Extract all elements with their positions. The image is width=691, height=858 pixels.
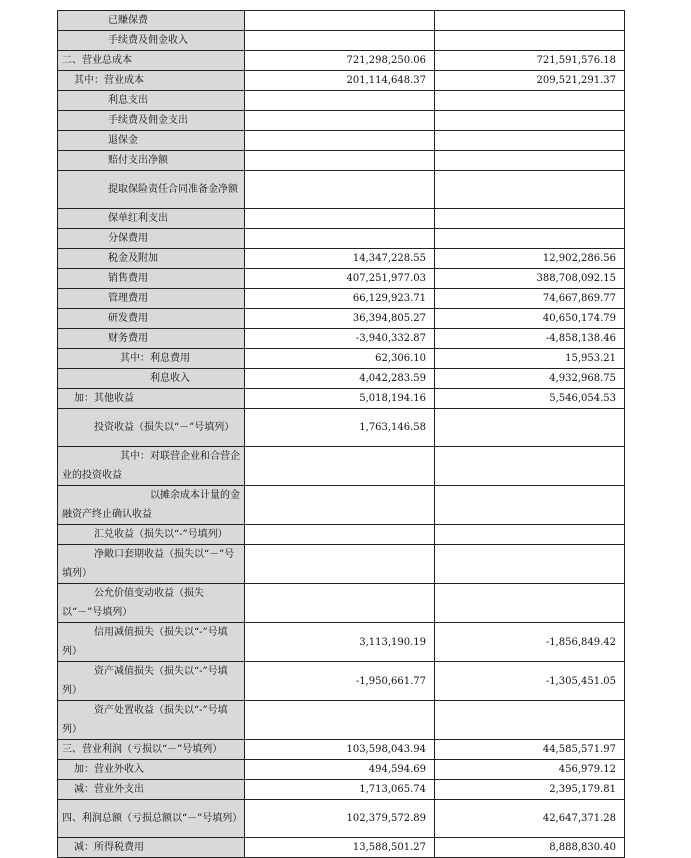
table-row	[58, 623, 625, 662]
prior-period-value: -4,858,138.46	[435, 329, 625, 349]
prior-period-value	[435, 525, 625, 545]
table-row	[58, 131, 625, 151]
current-period-value: -1,950,661.77	[245, 662, 435, 701]
row-label	[58, 309, 245, 329]
table-row	[58, 662, 625, 701]
current-period-value: 4,042,283.59	[245, 369, 435, 389]
current-period-value	[245, 545, 435, 584]
income-statement-table	[57, 10, 625, 858]
prior-period-value	[435, 409, 625, 447]
prior-period-value	[435, 701, 625, 740]
prior-period-value	[435, 447, 625, 486]
table-row	[58, 51, 625, 71]
prior-period-value	[435, 11, 625, 31]
row-label-text: 汇兑收益（损失以“-”号填列）	[94, 529, 228, 540]
table-row	[58, 486, 625, 525]
row-label-text: 财务费用	[108, 333, 148, 344]
row-label-text: 减：营业外支出	[74, 784, 144, 795]
prior-period-value	[435, 209, 625, 229]
table-row	[58, 389, 625, 409]
current-period-value: 5,018,194.16	[245, 389, 435, 409]
prior-period-value	[435, 486, 625, 525]
row-label-text: 加：营业外收入	[74, 764, 144, 775]
current-period-value	[245, 151, 435, 171]
prior-period-value	[435, 31, 625, 51]
current-period-value	[245, 209, 435, 229]
row-label-text: 公允价值变动收益（损失以“－”号填列）	[62, 588, 204, 618]
current-period-value: 3,113,190.19	[245, 623, 435, 662]
current-period-value	[245, 91, 435, 111]
row-label	[58, 289, 245, 309]
row-label-text: 管理费用	[108, 293, 148, 304]
row-label-text: 手续费及佣金支出	[108, 115, 188, 126]
row-label-text: 税金及附加	[108, 253, 158, 264]
prior-period-value	[435, 545, 625, 584]
row-label	[58, 329, 245, 349]
table-row	[58, 349, 625, 369]
row-label-text: 投资收益（损失以“－”号填列）	[94, 422, 235, 433]
table-row	[58, 289, 625, 309]
row-label	[58, 209, 245, 229]
row-label-text: 资产处置收益（损失以“-”号填列）	[62, 705, 228, 735]
current-period-value	[245, 111, 435, 131]
row-label	[58, 800, 245, 838]
row-label-text: 其中：对联营企业和合营企业的投资收益	[62, 451, 240, 481]
row-label	[58, 525, 245, 545]
table-row	[58, 369, 625, 389]
prior-period-value: -1,856,849.42	[435, 623, 625, 662]
table-row	[58, 740, 625, 760]
prior-period-value	[435, 584, 625, 623]
row-label-text: 手续费及佣金收入	[108, 35, 188, 46]
row-label	[58, 584, 245, 623]
current-period-value	[245, 131, 435, 151]
row-label-text: 以摊余成本计量的金融资产终止确认收益	[62, 490, 240, 520]
row-label	[58, 389, 245, 409]
prior-period-value: 15,953.21	[435, 349, 625, 369]
current-period-value: 62,306.10	[245, 349, 435, 369]
current-period-value: 36,394,805.27	[245, 309, 435, 329]
table-row	[58, 11, 625, 31]
current-period-value	[245, 701, 435, 740]
current-period-value: 1,713,065.74	[245, 780, 435, 800]
prior-period-value	[435, 151, 625, 171]
row-label-text: 已赚保费	[108, 15, 148, 26]
table-row	[58, 171, 625, 209]
row-label-text: 减：所得税费用	[74, 842, 144, 853]
prior-period-value: 2,395,179.81	[435, 780, 625, 800]
table-row	[58, 800, 625, 838]
row-label-text: 分保费用	[108, 233, 148, 244]
row-label	[58, 349, 245, 369]
current-period-value	[245, 171, 435, 209]
row-label-text: 其中：利息费用	[120, 353, 190, 364]
row-label	[58, 486, 245, 525]
current-period-value	[245, 229, 435, 249]
row-label-text: 研发费用	[108, 313, 148, 324]
row-label	[58, 171, 245, 209]
current-period-value: 66,129,923.71	[245, 289, 435, 309]
row-label-text: 退保金	[108, 135, 138, 146]
prior-period-value: -1,305,451.05	[435, 662, 625, 701]
row-label	[58, 545, 245, 584]
row-label	[58, 447, 245, 486]
row-label	[58, 269, 245, 289]
prior-period-value: 5,546,054.53	[435, 389, 625, 409]
table-row	[58, 71, 625, 91]
row-label-text: 赔付支出净额	[108, 155, 168, 166]
row-label	[58, 662, 245, 701]
row-label-text: 其中：营业成本	[74, 75, 144, 86]
prior-period-value	[435, 131, 625, 151]
current-period-value	[245, 584, 435, 623]
current-period-value: 494,594.69	[245, 760, 435, 780]
current-period-value	[245, 31, 435, 51]
prior-period-value	[435, 171, 625, 209]
table-row	[58, 545, 625, 584]
prior-period-value: 40,650,174.79	[435, 309, 625, 329]
current-period-value: 13,588,501.27	[245, 838, 435, 858]
table-row	[58, 229, 625, 249]
row-label	[58, 760, 245, 780]
row-label-text: 提取保险责任合同准备金净额	[108, 184, 238, 195]
current-period-value: 407,251,977.03	[245, 269, 435, 289]
row-label	[58, 111, 245, 131]
row-label-text: 保单红利支出	[108, 213, 168, 224]
table-row	[58, 91, 625, 111]
row-label	[58, 701, 245, 740]
table-row	[58, 111, 625, 131]
table-row	[58, 584, 625, 623]
table-row	[58, 760, 625, 780]
prior-period-value	[435, 229, 625, 249]
row-label	[58, 249, 245, 269]
row-label-text: 信用减值损失（损失以“-”号填列）	[62, 627, 228, 657]
row-label-text: 销售费用	[108, 273, 148, 284]
current-period-value: 721,298,250.06	[245, 51, 435, 71]
row-label	[58, 91, 245, 111]
prior-period-value: 388,708,092.15	[435, 269, 625, 289]
prior-period-value: 12,902,286.56	[435, 249, 625, 269]
table-row	[58, 309, 625, 329]
row-label	[58, 838, 245, 858]
row-label	[58, 11, 245, 31]
row-label	[58, 131, 245, 151]
row-label-text: 加：其他收益	[74, 393, 134, 404]
row-label	[58, 780, 245, 800]
row-label-text: 利息支出	[108, 95, 148, 106]
current-period-value: 201,114,648.37	[245, 71, 435, 91]
table-row	[58, 701, 625, 740]
table-row	[58, 409, 625, 447]
current-period-value: 103,598,043.94	[245, 740, 435, 760]
row-label-text: 三、营业利润（亏损以“－”号填列）	[62, 744, 223, 755]
prior-period-value: 42,647,371.28	[435, 800, 625, 838]
current-period-value	[245, 486, 435, 525]
table-row	[58, 838, 625, 858]
row-label	[58, 229, 245, 249]
table-row	[58, 151, 625, 171]
prior-period-value: 456,979.12	[435, 760, 625, 780]
current-period-value: 14,347,228.55	[245, 249, 435, 269]
table-row	[58, 329, 625, 349]
prior-period-value: 74,667,869.77	[435, 289, 625, 309]
table-row	[58, 249, 625, 269]
table-row	[58, 447, 625, 486]
row-label	[58, 71, 245, 91]
current-period-value	[245, 525, 435, 545]
row-label-text: 四、利润总额（亏损总额以“－”号填列）	[62, 813, 243, 824]
prior-period-value	[435, 111, 625, 131]
row-label	[58, 623, 245, 662]
prior-period-value: 44,585,571.97	[435, 740, 625, 760]
current-period-value	[245, 11, 435, 31]
row-label-text: 净敞口套期收益（损失以“－”号填列）	[62, 549, 235, 579]
current-period-value: 102,379,572.89	[245, 800, 435, 838]
table-row	[58, 525, 625, 545]
prior-period-value: 209,521,291.37	[435, 71, 625, 91]
row-label-text: 二、营业总成本	[62, 55, 132, 66]
prior-period-value: 8,888,830.40	[435, 838, 625, 858]
current-period-value	[245, 447, 435, 486]
row-label	[58, 151, 245, 171]
current-period-value: -3,940,332.87	[245, 329, 435, 349]
row-label-text: 资产减值损失（损失以“-”号填列）	[62, 666, 228, 696]
prior-period-value: 721,591,576.18	[435, 51, 625, 71]
table-row	[58, 780, 625, 800]
row-label	[58, 409, 245, 447]
table-row	[58, 269, 625, 289]
current-period-value: 1,763,146.58	[245, 409, 435, 447]
table-row	[58, 209, 625, 229]
row-label-text: 利息收入	[150, 373, 190, 384]
row-label	[58, 740, 245, 760]
table-row	[58, 31, 625, 51]
prior-period-value	[435, 91, 625, 111]
row-label	[58, 31, 245, 51]
row-label	[58, 51, 245, 71]
row-label	[58, 369, 245, 389]
prior-period-value: 4,932,968.75	[435, 369, 625, 389]
